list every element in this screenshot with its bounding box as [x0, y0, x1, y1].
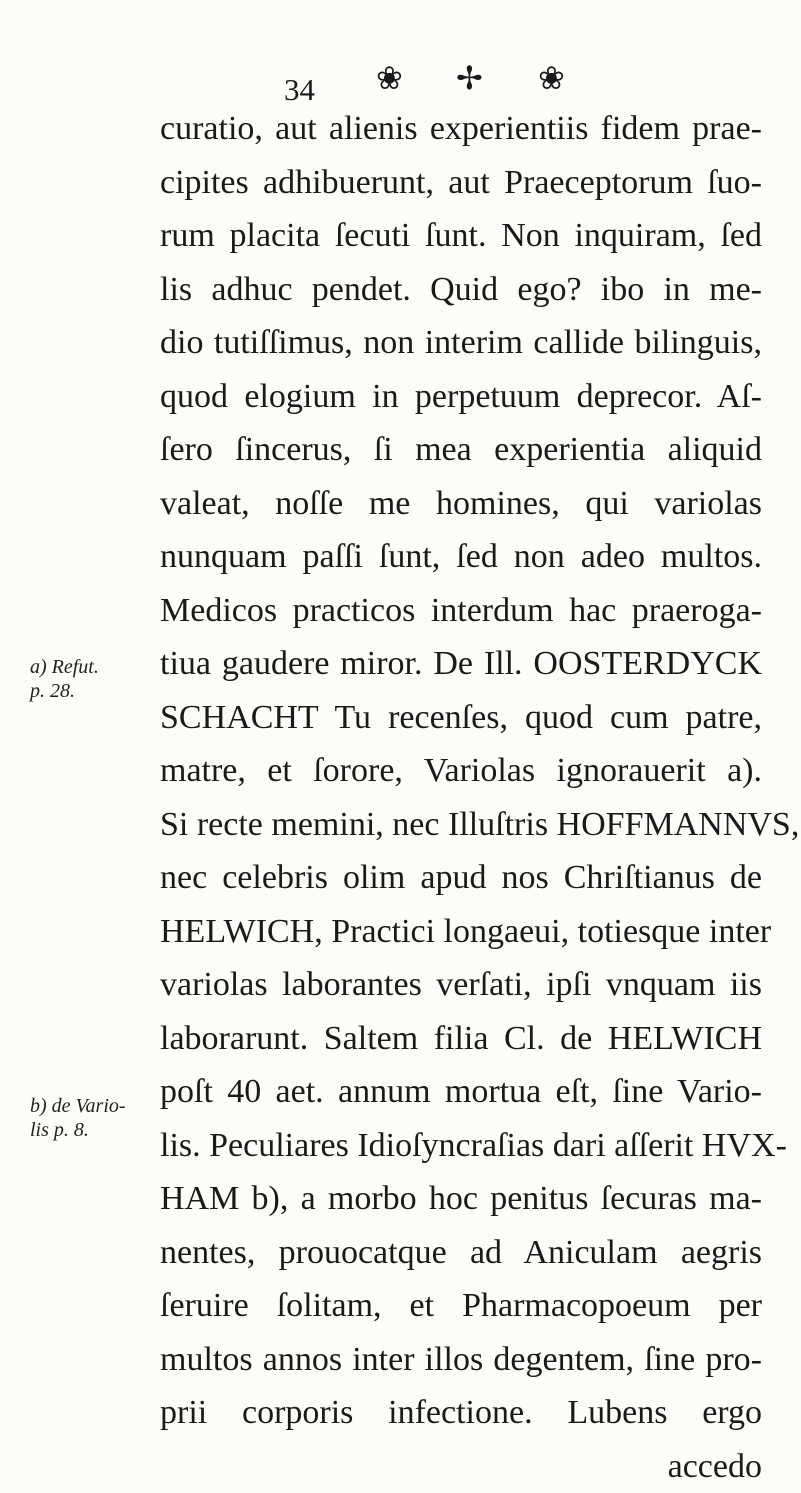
text-line: prii corporis infectione. Lubens ergo: [160, 1386, 762, 1440]
margin-note-line: lis p. 8.: [30, 1118, 126, 1142]
text-line: HELWICH, Practici longaeui, totiesque inter: [160, 905, 762, 959]
text-line: poſt 40 aet. annum mortua eſt, ſine Vario-: [160, 1065, 762, 1119]
text-line: tiua gaudere miror. De Ill. OOSTERDYCK: [160, 637, 762, 691]
text-line: curatio, aut alienis experientiis fidem prae-: [160, 102, 762, 156]
text-line: nec celebris olim apud nos Chriſtianus de: [160, 851, 762, 905]
body-text: [160, 102, 762, 1493]
text-line: Si recte memini, nec Illuſtris HOFFMANNVS,: [160, 798, 762, 852]
text-line: lis adhuc pendet. Quid ego? ibo in me-: [160, 263, 762, 317]
text-line: ſeruire ſolitam, et Pharmacopoeum per: [160, 1279, 762, 1333]
text-line: cipites adhibuerunt, aut Praeceptorum ſuo-: [160, 156, 762, 210]
flower-ornament-icon: ❀: [376, 62, 403, 94]
margin-note-b: [30, 1094, 126, 1142]
flower-ornament-icon: ❀: [538, 62, 565, 94]
text-line: variolas laborantes verſati, ipſi vnquam iis: [160, 958, 762, 1012]
text-line: HAM b), a morbo hoc penitus ſecuras ma-: [160, 1172, 762, 1226]
cross-ornament-icon: ✢: [456, 62, 483, 94]
text-line: nentes, prouocatque ad Aniculam aegris: [160, 1226, 762, 1280]
text-line: quod elogium in perpetuum deprecor. Aſ-: [160, 370, 762, 424]
text-line: lis. Peculiares Idioſyncraſias dari aſſerit HVX-: [160, 1119, 762, 1173]
margin-note-line: b) de Vario-: [30, 1094, 126, 1118]
text-line: Medicos practicos interdum hac praeroga-: [160, 584, 762, 638]
text-line: matre, et ſorore, Variolas ignorauerit a).: [160, 744, 762, 798]
text-line: nunquam paſſi ſunt, ſed non adeo multos.: [160, 530, 762, 584]
catchword: accedo: [160, 1440, 762, 1493]
text-line: SCHACHT Tu recenſes, quod cum patre,: [160, 691, 762, 745]
text-line: dio tutiſſimus, non interim callide bilinguis,: [160, 316, 762, 370]
text-line: rum placita ſecuti ſunt. Non inquiram, ſed: [160, 209, 762, 263]
text-line: valeat, noſſe me homines, qui variolas: [160, 477, 762, 531]
text-line: ſero ſincerus, ſi mea experientia aliquid: [160, 423, 762, 477]
margin-note-a: [30, 655, 99, 703]
margin-note-line: p. 28.: [30, 679, 99, 703]
margin-note-line: a) Refut.: [30, 655, 99, 679]
text-line: laborarunt. Saltem filia Cl. de HELWICH: [160, 1012, 762, 1066]
text-line: multos annos inter illos degentem, ſine pro-: [160, 1333, 762, 1387]
page-number: 34: [284, 72, 315, 108]
